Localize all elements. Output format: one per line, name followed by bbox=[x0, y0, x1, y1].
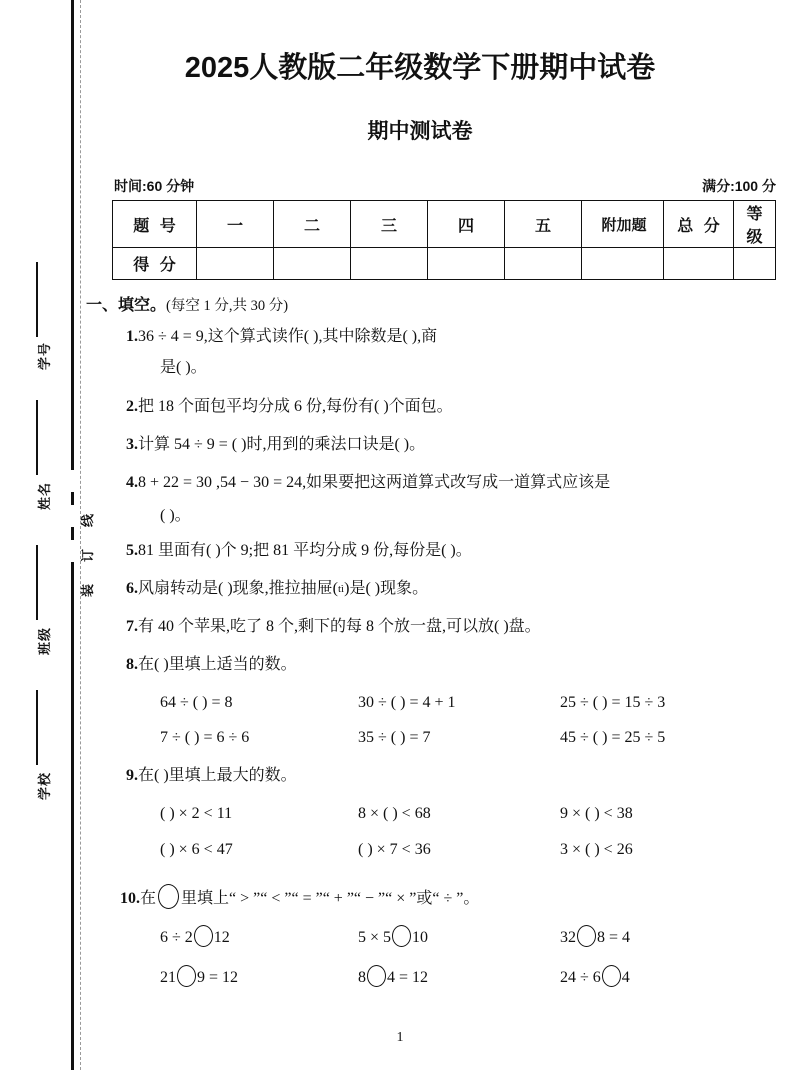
circle-placeholder-icon[interactable] bbox=[367, 965, 386, 987]
question-8-item: 30 ÷ ( ) = 4 + 1 bbox=[358, 694, 456, 711]
question-4-line-1 bbox=[126, 475, 610, 491]
section-heading-text: 一、填空。 bbox=[86, 297, 167, 314]
question-text: 36 ÷ 4 = 9,这个算式读作( ),其中除数是( ),商 bbox=[138, 328, 438, 345]
score-table-header-cell: 三 bbox=[351, 201, 428, 248]
field-label-xuehao: 学号 bbox=[37, 341, 52, 370]
score-input-cell[interactable] bbox=[734, 248, 776, 280]
expression-right: 4 bbox=[621, 969, 630, 986]
question-8-item: 45 ÷ ( ) = 25 ÷ 5 bbox=[560, 729, 666, 746]
question-9-item: ( ) × 7 < 36 bbox=[358, 841, 431, 858]
score-table-header-cell: 四 bbox=[428, 201, 505, 248]
question-number: 8. bbox=[126, 656, 138, 673]
question-10 bbox=[120, 884, 479, 909]
expression-right: 4 = 12 bbox=[387, 969, 429, 986]
score-table-header-cell: 附加题 bbox=[582, 201, 664, 248]
question-10-item bbox=[160, 965, 238, 987]
field-rule-xuehao bbox=[36, 262, 38, 337]
score-input-cell[interactable] bbox=[197, 248, 274, 280]
question-number: 6. bbox=[126, 580, 138, 597]
question-3 bbox=[126, 437, 425, 453]
question-number: 3. bbox=[126, 436, 138, 453]
question-text: 风扇转动是( )现象,推拉抽屉( bbox=[138, 580, 338, 597]
score-table-row-label: 得 分 bbox=[113, 248, 197, 280]
question-text: 在( )里填上最大的数。 bbox=[138, 767, 297, 784]
expression-right: 9 = 12 bbox=[197, 969, 239, 986]
question-text: 是( )。 bbox=[160, 359, 207, 376]
question-10-item bbox=[358, 965, 428, 987]
circle-placeholder-icon[interactable] bbox=[602, 965, 621, 987]
score-input-cell[interactable] bbox=[274, 248, 351, 280]
field-label-xingming: 姓名 bbox=[37, 481, 52, 510]
question-8-item: 7 ÷ ( ) = 6 ÷ 6 bbox=[160, 729, 250, 746]
binding-rule bbox=[71, 0, 74, 1070]
question-number: 4. bbox=[126, 474, 138, 491]
question-10-item bbox=[358, 925, 428, 947]
question-text: 有 40 个苹果,吃了 8 个,剩下的每 8 个放一盘,可以放( )盘。 bbox=[138, 618, 541, 635]
question-text: 在 bbox=[140, 890, 157, 907]
question-number: 2. bbox=[126, 398, 138, 415]
time-label: 时间:60 分钟 bbox=[114, 178, 195, 194]
field-rule-xuexiao bbox=[36, 690, 38, 765]
question-4-line-2 bbox=[160, 508, 191, 524]
question-10-item bbox=[560, 925, 630, 947]
score-table bbox=[112, 200, 776, 280]
question-number: 7. bbox=[126, 618, 138, 635]
expression-left: 21 bbox=[160, 969, 176, 986]
expression-left: 5 × 5 bbox=[358, 929, 392, 946]
score-input-cell[interactable] bbox=[351, 248, 428, 280]
binding-dashed-line bbox=[80, 0, 81, 1070]
question-8-item: 25 ÷ ( ) = 15 ÷ 3 bbox=[560, 694, 666, 711]
binding-label-xian: 线 bbox=[80, 512, 95, 527]
question-9-item: 3 × ( ) < 26 bbox=[560, 841, 633, 858]
question-7 bbox=[126, 619, 541, 635]
expression-left: 8 bbox=[358, 969, 366, 986]
circle-placeholder-icon[interactable] bbox=[158, 884, 179, 909]
page-title: 2025人教版二年级数学下册期中试卷 bbox=[184, 52, 656, 84]
binding-label-ding: 订 bbox=[80, 547, 95, 562]
section-heading-note: (每空 1 分,共 30 分) bbox=[166, 298, 289, 314]
question-10-item bbox=[560, 965, 630, 987]
question-10-item bbox=[160, 925, 230, 947]
question-number: 5. bbox=[126, 542, 138, 559]
circle-placeholder-icon[interactable] bbox=[392, 925, 411, 947]
field-rule-xingming bbox=[36, 400, 38, 475]
circle-placeholder-icon[interactable] bbox=[577, 925, 596, 947]
question-text: 81 里面有( )个 9;把 81 平均分成 9 份,每份是( )。 bbox=[138, 542, 472, 559]
question-text: 在( )里填上适当的数。 bbox=[138, 656, 297, 673]
circle-placeholder-icon[interactable] bbox=[194, 925, 213, 947]
expression-right: 8 = 4 bbox=[597, 929, 631, 946]
question-text: 里填上“ > ”“ < ”“ = ”“ + ”“ − ”“ × ”或“ ÷ ”。 bbox=[181, 890, 480, 907]
expression-left: 6 ÷ 2 bbox=[160, 929, 193, 946]
score-input-cell[interactable] bbox=[582, 248, 664, 280]
binding-rule-gap bbox=[69, 540, 76, 562]
expression-left: 32 bbox=[560, 929, 576, 946]
total-score-label: 满分:100 分 bbox=[702, 178, 776, 194]
section-heading-fill-in-blank bbox=[86, 292, 288, 315]
circle-placeholder-icon[interactable] bbox=[177, 965, 196, 987]
question-text: 计算 54 ÷ 9 = ( )时,用到的乘法口诀是( )。 bbox=[138, 436, 426, 453]
score-table-header-cell: 一 bbox=[197, 201, 274, 248]
table-row-header bbox=[113, 201, 776, 248]
question-text: 8 + 22 = 30 ,54 − 30 = 24,如果要把这两道算式改写成一道算式应该是 bbox=[138, 474, 611, 491]
page-number: 1 bbox=[396, 1030, 404, 1045]
question-8-item: 64 ÷ ( ) = 8 bbox=[160, 694, 233, 711]
question-5 bbox=[126, 543, 472, 559]
pinyin-annotation: tì bbox=[338, 583, 345, 595]
question-9-item: ( ) × 2 < 11 bbox=[160, 805, 233, 822]
score-table-header-cell: 题 号 bbox=[113, 201, 197, 248]
score-table-header-cell: 总 分 bbox=[664, 201, 734, 248]
question-number: 10. bbox=[120, 890, 140, 907]
expression-right: 10 bbox=[412, 929, 429, 946]
field-label-banji: 班级 bbox=[37, 626, 52, 655]
question-9 bbox=[126, 768, 297, 784]
score-table-header-cell: 二 bbox=[274, 201, 351, 248]
expression-left: 24 ÷ 6 bbox=[560, 969, 601, 986]
expression-right: 12 bbox=[213, 929, 230, 946]
binding-label-zhuang: 装 bbox=[80, 582, 95, 597]
page-subtitle: 期中测试卷 bbox=[367, 120, 473, 143]
question-1-line-1 bbox=[126, 329, 437, 345]
field-rule-banji bbox=[36, 545, 38, 620]
question-9-item: ( ) × 6 < 47 bbox=[160, 841, 233, 858]
binding-rule-gap bbox=[69, 470, 76, 492]
question-text: )是( )现象。 bbox=[344, 580, 429, 597]
question-text: ( )。 bbox=[160, 507, 191, 524]
field-label-xuexiao: 学校 bbox=[37, 771, 52, 800]
question-9-item: 8 × ( ) < 68 bbox=[358, 805, 431, 822]
score-input-cell[interactable] bbox=[505, 248, 582, 280]
question-1-line-2 bbox=[160, 360, 207, 376]
score-table-header-cell: 等 级 bbox=[734, 201, 776, 248]
question-6 bbox=[126, 581, 428, 597]
binding-rule-gap bbox=[69, 505, 76, 527]
question-number: 1. bbox=[126, 328, 138, 345]
question-2 bbox=[126, 399, 453, 415]
question-text: 把 18 个面包平均分成 6 份,每份有( )个面包。 bbox=[138, 398, 453, 415]
question-8 bbox=[126, 657, 297, 673]
score-table-header-cell: 五 bbox=[505, 201, 582, 248]
question-9-item: 9 × ( ) < 38 bbox=[560, 805, 633, 822]
score-input-cell[interactable] bbox=[664, 248, 734, 280]
question-8-item: 35 ÷ ( ) = 7 bbox=[358, 729, 431, 746]
table-row-scores bbox=[113, 248, 776, 280]
question-number: 9. bbox=[126, 767, 138, 784]
score-input-cell[interactable] bbox=[428, 248, 505, 280]
